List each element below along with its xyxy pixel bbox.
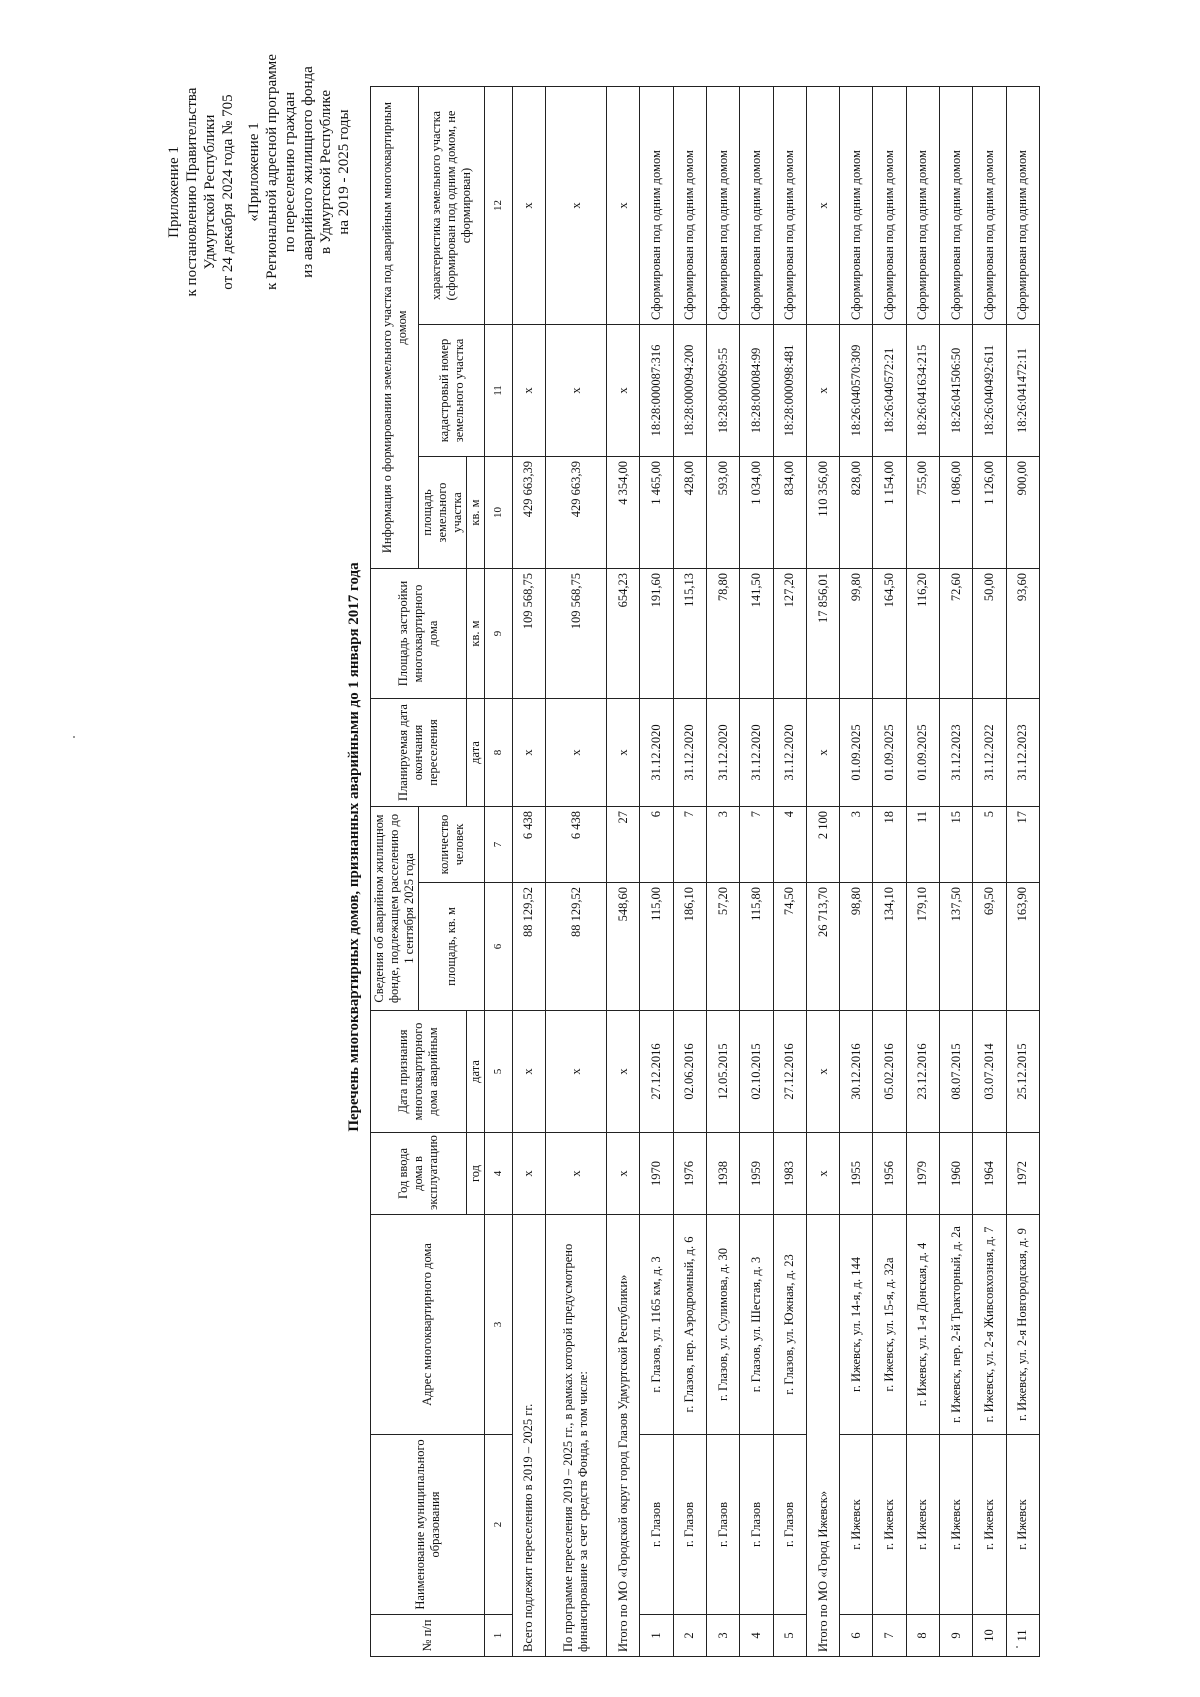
- group-char: х: [806, 87, 839, 325]
- cell-year: 1970: [640, 1133, 673, 1215]
- cell-people: 4: [773, 807, 806, 883]
- cell-cadastral: 18:26:040572:21: [873, 325, 906, 457]
- column-number: 12: [485, 87, 513, 325]
- summary-char: х: [512, 87, 545, 325]
- cell-people: 15: [940, 807, 973, 883]
- summary-year: х: [512, 1133, 545, 1215]
- cell-fund-area: 115,80: [740, 883, 773, 1011]
- cell-address: г. Глазов, ул. Шестая, д. 3: [740, 1215, 773, 1435]
- cell-num: 7: [873, 1615, 906, 1657]
- table-row: [873, 87, 906, 1657]
- summary-area: 88 129,52: [546, 883, 607, 1011]
- cell-emergency-date: 02.10.2015: [740, 1011, 773, 1133]
- table-row: [973, 87, 1006, 1657]
- cell-municipality: г. Ижевск: [1006, 1435, 1039, 1615]
- cell-year: 1960: [940, 1133, 973, 1215]
- column-number: 8: [485, 699, 513, 807]
- col-cadastral-header: кадастровый номер земельного участка: [419, 325, 485, 457]
- cell-building-area: 115,13: [673, 569, 706, 699]
- cell-fund-area: 137,50: [940, 883, 973, 1011]
- group-row-glazov: [607, 87, 640, 1657]
- cell-characteristic: Сформирован под одним домом: [640, 87, 673, 325]
- cell-cadastral: 18:26:040492:611: [973, 325, 1006, 457]
- annex-line: к Региональной адресной программе: [264, 54, 280, 290]
- cell-municipality: г. Глазов: [706, 1435, 739, 1615]
- cell-num: 1: [640, 1615, 673, 1657]
- unit-label: дата: [467, 699, 485, 807]
- group-char: х: [607, 87, 640, 325]
- cell-emergency-date: 25.12.2015: [1006, 1011, 1039, 1133]
- column-number: 9: [485, 569, 513, 699]
- annex-line: на 2019 - 2025 годы: [336, 109, 352, 235]
- col-building-area-header: Площадь застройки многоквартирного дома: [371, 569, 467, 699]
- cell-emergency-date: 02.06.2016: [673, 1011, 706, 1133]
- summary-area: 88 129,52: [512, 883, 545, 1011]
- cell-municipality: г. Ижевск: [840, 1435, 873, 1615]
- cell-emergency-date: 27.12.2016: [773, 1011, 806, 1133]
- header-row: [371, 87, 419, 1657]
- cell-land-area: 1 154,00: [873, 457, 906, 569]
- cell-characteristic: Сформирован под одним домом: [673, 87, 706, 325]
- cell-characteristic: Сформирован под одним домом: [873, 87, 906, 325]
- col-fund-header: Сведения об аварийном жилищном фонде, подлежащем расселению до 1 сентября 2025 года: [371, 807, 419, 1011]
- cell-num: 5: [773, 1615, 806, 1657]
- unit-label: кв. м: [467, 569, 485, 699]
- cell-land-area: 900,00: [1006, 457, 1039, 569]
- group-land: 110 356,00: [806, 457, 839, 569]
- summary-land: 429 663,39: [546, 457, 607, 569]
- cell-building-area: 141,50: [740, 569, 773, 699]
- summary-label: Всего подлежит переселению в 2019 – 2025 гг.: [512, 1215, 545, 1657]
- group-date: х: [607, 1011, 640, 1133]
- cell-people: 18: [873, 807, 906, 883]
- cell-year: 1959: [740, 1133, 773, 1215]
- cell-land-area: 593,00: [706, 457, 739, 569]
- cell-planned-date: 31.12.2020: [706, 699, 739, 807]
- cell-fund-area: 134,10: [873, 883, 906, 1011]
- group-planned: х: [806, 699, 839, 807]
- cell-people: 5: [973, 807, 1006, 883]
- cell-emergency-date: 12.05.2015: [706, 1011, 739, 1133]
- cell-municipality: г. Ижевск: [873, 1435, 906, 1615]
- group-planned: х: [607, 699, 640, 807]
- col-municipality-header: Наименование муниципального образования: [371, 1435, 485, 1615]
- cell-num: 2: [673, 1615, 706, 1657]
- cell-address: г. Ижевск, ул. 2-я Новгородская, д. 9: [1006, 1215, 1039, 1435]
- cell-cadastral: 18:28:000087:316: [640, 325, 673, 457]
- column-number: 2: [485, 1435, 513, 1615]
- cell-land-area: 1 086,00: [940, 457, 973, 569]
- col-fund-area-header: площадь, кв. м: [419, 883, 485, 1011]
- cell-year: 1979: [906, 1133, 939, 1215]
- cell-land-area: 428,00: [673, 457, 706, 569]
- rotated-document-page: [0, 17, 1180, 1697]
- cell-building-area: 72,60: [940, 569, 973, 699]
- cell-cadastral: 18:28:000098:481: [773, 325, 806, 457]
- group-land: 4 354,00: [607, 457, 640, 569]
- unit-label: дата: [467, 1011, 485, 1133]
- cell-year: 1972: [1006, 1133, 1039, 1215]
- cell-municipality: г. Ижевск: [973, 1435, 1006, 1615]
- cell-planned-date: 01.09.2025: [873, 699, 906, 807]
- summary-cadastral: х: [546, 325, 607, 457]
- group-label: Итого по МО «Город Ижевск»: [806, 1215, 839, 1657]
- cell-num: 11: [1006, 1615, 1039, 1657]
- cell-building-area: 127,20: [773, 569, 806, 699]
- summary-year: х: [546, 1133, 607, 1215]
- cell-num: 6: [840, 1615, 873, 1657]
- summary-planned: х: [546, 699, 607, 807]
- emergency-housing-table: [370, 86, 1040, 1657]
- col-emergency-date-header: Дата признания многоквартирного дома аварийным: [371, 1011, 467, 1133]
- cell-building-area: 78,80: [706, 569, 739, 699]
- cell-characteristic: Сформирован под одним домом: [773, 87, 806, 325]
- annex-line: в Удмуртской Республике: [318, 90, 334, 254]
- table-row: [706, 87, 739, 1657]
- col-land-header: Информация о формировании земельного участка под аварийным многоквартирным домом: [371, 87, 419, 569]
- cell-year: 1955: [840, 1133, 873, 1215]
- izhevsk-rows: [840, 87, 1040, 1657]
- group-cadastral: х: [607, 325, 640, 457]
- cell-characteristic: Сформирован под одним домом: [906, 87, 939, 325]
- summary-land: 429 663,39: [512, 457, 545, 569]
- cell-num: 10: [973, 1615, 1006, 1657]
- cell-building-area: 93,60: [1006, 569, 1039, 699]
- cell-municipality: г. Глазов: [673, 1435, 706, 1615]
- cell-fund-area: 74,50: [773, 883, 806, 1011]
- annex-header-current: [165, 12, 237, 372]
- col-num-header: № п/п: [371, 1615, 485, 1657]
- unit-label: кв. м: [467, 457, 485, 569]
- cell-num: 4: [740, 1615, 773, 1657]
- cell-emergency-date: 05.02.2016: [873, 1011, 906, 1133]
- cell-planned-date: 31.12.2020: [640, 699, 673, 807]
- cell-emergency-date: 03.07.2014: [973, 1011, 1006, 1133]
- cell-cadastral: 18:28:000069:55: [706, 325, 739, 457]
- table-row: [840, 87, 873, 1657]
- cell-cadastral: 18:26:041472:11: [1006, 325, 1039, 457]
- cell-characteristic: Сформирован под одним домом: [706, 87, 739, 325]
- annex-line: к постановлению Правительства: [184, 87, 200, 297]
- cell-year: 1976: [673, 1133, 706, 1215]
- document-title: Перечень многоквартирных домов, признанных аварийными до 1 января 2017 года: [346, 562, 362, 1132]
- cell-year: 1956: [873, 1133, 906, 1215]
- cell-people: 6: [640, 807, 673, 883]
- glazov-rows: [640, 87, 807, 1657]
- table-container: [370, 87, 1040, 1657]
- summary-date: х: [512, 1011, 545, 1133]
- cell-people: 7: [673, 807, 706, 883]
- summary-cadastral: х: [512, 325, 545, 457]
- cell-characteristic: Сформирован под одним домом: [840, 87, 873, 325]
- cell-people: 3: [840, 807, 873, 883]
- cell-address: г. Глазов, ул. Сулимова, д. 30: [706, 1215, 739, 1435]
- group-people: 27: [607, 807, 640, 883]
- cell-address: г. Ижевск, ул. 14-я, д. 144: [840, 1215, 873, 1435]
- cell-planned-date: 31.12.2022: [973, 699, 1006, 807]
- cell-municipality: г. Ижевск: [906, 1435, 939, 1615]
- cell-characteristic: Сформирован под одним домом: [1006, 87, 1039, 325]
- summary-date: х: [546, 1011, 607, 1133]
- cell-address: г. Ижевск, ул. 2-я Живсовхозная, д. 7: [973, 1215, 1006, 1435]
- group-building: 654,23: [607, 569, 640, 699]
- cell-municipality: г. Глазов: [640, 1435, 673, 1615]
- table-row: [940, 87, 973, 1657]
- col-planned-date-header: Планируемая дата окончания переселения: [371, 699, 467, 807]
- cell-land-area: 828,00: [840, 457, 873, 569]
- column-number: 4: [485, 1133, 513, 1215]
- annex-line: из аварийного жилищного фонда: [300, 66, 316, 278]
- cell-building-area: 116,20: [906, 569, 939, 699]
- cell-num: 8: [906, 1615, 939, 1657]
- cell-cadastral: 18:28:000094:200: [673, 325, 706, 457]
- cell-address: г. Ижевск, ул. 1-я Донская, д. 4: [906, 1215, 939, 1435]
- cell-cadastral: 18:26:040570:309: [840, 325, 873, 457]
- table-row: [1006, 87, 1039, 1657]
- cell-address: г. Ижевск, пер. 2-й Тракторный, д. 2а: [940, 1215, 973, 1435]
- annex-line: Приложение 1: [166, 146, 182, 238]
- group-cadastral: х: [806, 325, 839, 457]
- cell-fund-area: 98,80: [840, 883, 873, 1011]
- cell-planned-date: 31.12.2023: [940, 699, 973, 807]
- summary-people: 6 438: [512, 807, 545, 883]
- column-number: 6: [485, 883, 513, 1011]
- col-year-header: Год ввода дома в эксплуатацию: [371, 1133, 467, 1215]
- group-label: Итого по МО «Городской округ город Глазов Удмуртской Республики»: [607, 1215, 640, 1657]
- cell-land-area: 1 465,00: [640, 457, 673, 569]
- cell-building-area: 50,00: [973, 569, 1006, 699]
- cell-land-area: 1 034,00: [740, 457, 773, 569]
- cell-people: 17: [1006, 807, 1039, 883]
- cell-emergency-date: 08.07.2015: [940, 1011, 973, 1133]
- cell-fund-area: 115,00: [640, 883, 673, 1011]
- summary-planned: х: [512, 699, 545, 807]
- cell-building-area: 164,50: [873, 569, 906, 699]
- column-number-row: [485, 87, 513, 1657]
- col-fund-people-header: количество человек: [419, 807, 485, 883]
- annex-header-program: [245, 17, 353, 327]
- cell-characteristic: Сформирован под одним домом: [740, 87, 773, 325]
- cell-fund-area: 179,10: [906, 883, 939, 1011]
- cell-characteristic: Сформирован под одним домом: [940, 87, 973, 325]
- cell-land-area: 1 126,00: [973, 457, 1006, 569]
- summary-people: 6 438: [546, 807, 607, 883]
- group-people: 2 100: [806, 807, 839, 883]
- cell-cadastral: 18:28:000084:99: [740, 325, 773, 457]
- cell-people: 7: [740, 807, 773, 883]
- summary-row-fund: [546, 87, 607, 1657]
- group-building: 17 856,01: [806, 569, 839, 699]
- group-date: х: [806, 1011, 839, 1133]
- annex-line: по переселению граждан: [282, 91, 298, 253]
- column-number: 11: [485, 325, 513, 457]
- cell-address: г. Глазов, ул. 1165 км, д. 3: [640, 1215, 673, 1435]
- annex-line: «Приложение 1: [246, 122, 262, 222]
- cell-fund-area: 163,90: [1006, 883, 1039, 1011]
- table-row: [673, 87, 706, 1657]
- cell-num: 3: [706, 1615, 739, 1657]
- table-row: [773, 87, 806, 1657]
- cell-fund-area: 57,20: [706, 883, 739, 1011]
- cell-planned-date: 31.12.2020: [673, 699, 706, 807]
- column-number: 3: [485, 1215, 513, 1435]
- cell-planned-date: 31.12.2023: [1006, 699, 1039, 807]
- group-area: 26 713,70: [806, 883, 839, 1011]
- column-number: 5: [485, 1011, 513, 1133]
- cell-emergency-date: 23.12.2016: [906, 1011, 939, 1133]
- cell-cadastral: 18:26:041506:50: [940, 325, 973, 457]
- cell-cadastral: 18:26:041634:215: [906, 325, 939, 457]
- col-land-area-header: площадь земельного участка: [419, 457, 467, 569]
- cell-emergency-date: 30.12.2016: [840, 1011, 873, 1133]
- cell-year: 1983: [773, 1133, 806, 1215]
- unit-label: год: [467, 1133, 485, 1215]
- group-row-izhevsk: [806, 87, 839, 1657]
- cell-characteristic: Сформирован под одним домом: [973, 87, 1006, 325]
- cell-people: 3: [706, 807, 739, 883]
- cell-planned-date: 31.12.2020: [773, 699, 806, 807]
- group-area: 548,60: [607, 883, 640, 1011]
- cell-land-area: 755,00: [906, 457, 939, 569]
- annex-line: от 24 декабря 2024 года № 705: [220, 94, 236, 290]
- summary-building: 109 568,75: [512, 569, 545, 699]
- group-year: х: [806, 1133, 839, 1215]
- group-year: х: [607, 1133, 640, 1215]
- column-number: 10: [485, 457, 513, 569]
- cell-municipality: г. Ижевск: [940, 1435, 973, 1615]
- cell-fund-area: 69,50: [973, 883, 1006, 1011]
- summary-label: По программе переселения 2019 – 2025 гг., в рамках которой предусмотрено финансирование за счет средств Фонда, в том числе:: [546, 1215, 607, 1657]
- cell-num: 9: [940, 1615, 973, 1657]
- column-number: 7: [485, 807, 513, 883]
- cell-planned-date: 01.09.2025: [906, 699, 939, 807]
- table-row: [640, 87, 673, 1657]
- cell-municipality: г. Глазов: [773, 1435, 806, 1615]
- annex-line: Удмуртской Республики: [202, 114, 218, 270]
- cell-address: г. Глазов, пер. Аэродромный, д. 6: [673, 1215, 706, 1435]
- cell-land-area: 834,00: [773, 457, 806, 569]
- table-row: [740, 87, 773, 1657]
- column-number: 1: [485, 1615, 513, 1657]
- cell-address: г. Глазов, ул. Южная, д. 23: [773, 1215, 806, 1435]
- summary-building: 109 568,75: [546, 569, 607, 699]
- cell-planned-date: 01.09.2025: [840, 699, 873, 807]
- col-address-header: Адрес многоквартирного дома: [371, 1215, 485, 1435]
- cell-planned-date: 31.12.2020: [740, 699, 773, 807]
- table-row: [906, 87, 939, 1657]
- cell-emergency-date: 27.12.2016: [640, 1011, 673, 1133]
- summary-char: х: [546, 87, 607, 325]
- cell-building-area: 99,80: [840, 569, 873, 699]
- cell-municipality: г. Глазов: [740, 1435, 773, 1615]
- cell-year: 1964: [973, 1133, 1006, 1215]
- cell-address: г. Ижевск, ул. 15-я, д. 32а: [873, 1215, 906, 1435]
- cell-fund-area: 186,10: [673, 883, 706, 1011]
- cell-year: 1938: [706, 1133, 739, 1215]
- cell-people: 11: [906, 807, 939, 883]
- summary-row-total: [512, 87, 545, 1657]
- cell-building-area: 191,60: [640, 569, 673, 699]
- col-characteristic-header: характеристика земельного участка (сформирован под одним домом, не сформирован): [419, 87, 485, 325]
